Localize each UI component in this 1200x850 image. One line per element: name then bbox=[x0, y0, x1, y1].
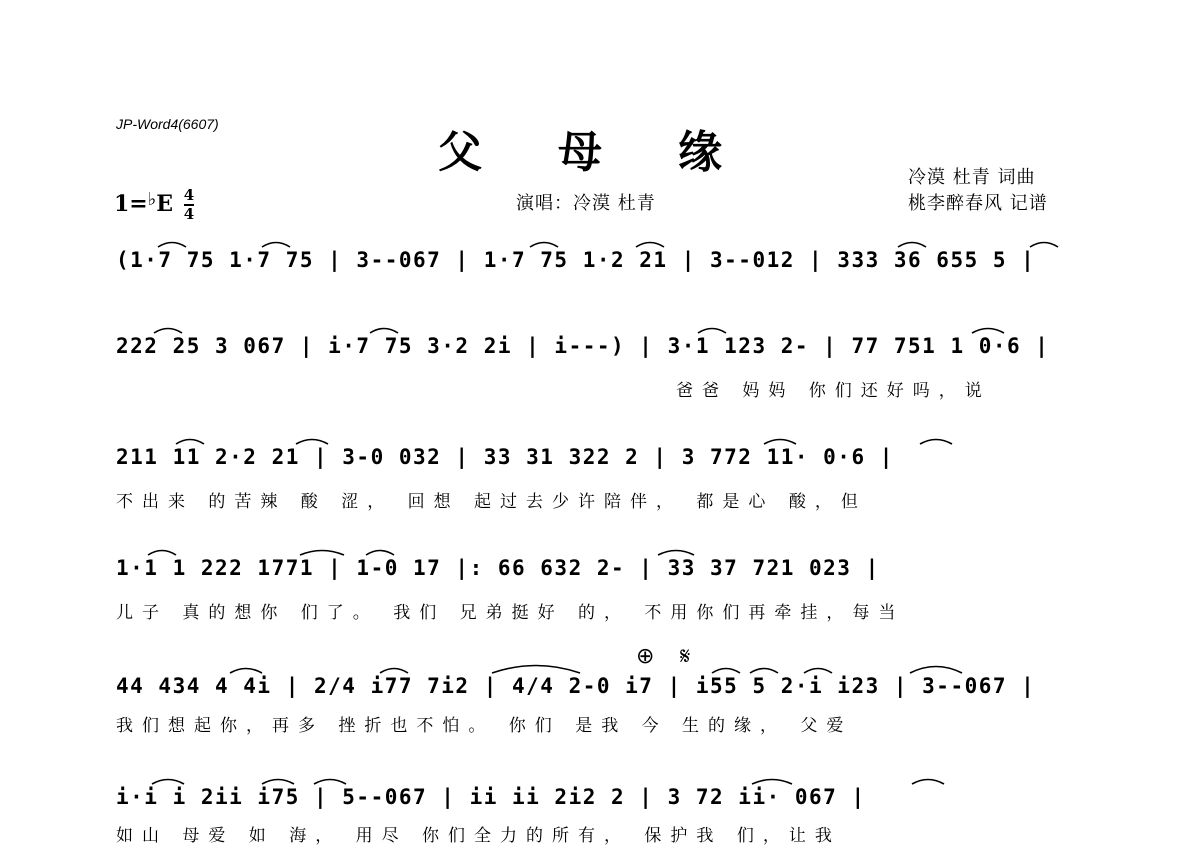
slur bbox=[898, 243, 926, 248]
slur bbox=[366, 551, 394, 556]
slur bbox=[296, 440, 328, 445]
slur bbox=[752, 780, 792, 785]
slur bbox=[492, 666, 580, 674]
slur bbox=[1030, 243, 1058, 248]
singer-label: 演唱：冷漠 杜青 bbox=[516, 193, 656, 214]
score-line-6-notes: i·i i 2ii i75 | 5--067 | ii ii 2i2 2 | 3 72 ii· 067 | bbox=[116, 785, 866, 809]
slur bbox=[804, 669, 832, 674]
slur bbox=[764, 440, 796, 445]
key-prefix: 1= bbox=[114, 191, 148, 217]
flat-icon: ♭ bbox=[147, 189, 157, 210]
slur bbox=[370, 329, 398, 334]
score-line-5-lyrics: 我们想起你，再多 挫折也不怕。 你们 是我 今 生的缘， 父爱 bbox=[116, 716, 853, 736]
score-line-5-notes: 44 434 4 4i | 2/4 i77 7i2 | 4/4 2-0 i7 | i55 5 2·i i23 | 3--067 | bbox=[116, 674, 1036, 698]
credit-transcriber: 桃李醉春风 记谱 bbox=[908, 193, 1048, 214]
slur bbox=[300, 551, 344, 556]
segno-icon: 𝄋 bbox=[680, 642, 691, 670]
score-line-1-notes: (1·7 75 1·7 75 | 3--067 | 1·7 75 1·2 21 | 3--012 | 333 36 655 5 | bbox=[116, 248, 1036, 272]
slur bbox=[262, 243, 290, 248]
slur bbox=[912, 780, 944, 785]
score-line-3-notes: 211 11 2·2 21 | 3-0 032 | 33 31 322 2 | 3 772 11· 0·6 | bbox=[116, 445, 894, 469]
time-top: 4 bbox=[183, 186, 195, 204]
score-line-4-notes: 1·1 1 222 1771 | 1-0 17 |: 66 632 2- | 33 37 721 023 | bbox=[116, 556, 880, 580]
score-line-3-lyrics: 不出来 的苦辣 酸 涩， 回想 起过去少许陪伴， 都是心 酸，但 bbox=[116, 492, 867, 512]
slur bbox=[530, 243, 558, 248]
score-line-2-lyrics: 爸爸 妈妈 你们还好吗，说 bbox=[676, 381, 991, 401]
slur bbox=[230, 669, 262, 674]
slur bbox=[152, 780, 184, 785]
source-label: JP-Word4(6607) bbox=[116, 116, 219, 132]
score-line-6-lyrics: 如山 母爱 如 海， 用尽 你们全力的所有， 保护我 们，让我 bbox=[116, 826, 841, 846]
slur bbox=[380, 669, 408, 674]
slur bbox=[636, 243, 664, 248]
time-bottom: 4 bbox=[183, 205, 195, 223]
score-line-4-lyrics: 儿子 真的想你 们了。 我们 兄弟挺好 的， 不用你们再牵挂，每当 bbox=[116, 603, 905, 623]
slur bbox=[314, 780, 346, 785]
slur bbox=[698, 329, 726, 334]
score-line-2-notes: 222 25 3 067 | i·7 75 3·2 2i | i---) | 3·1 123 2- | 77 751 1 0·6 | bbox=[116, 334, 1050, 358]
slur bbox=[176, 440, 204, 445]
slur bbox=[972, 329, 1004, 334]
slur bbox=[920, 440, 952, 445]
slur bbox=[148, 551, 176, 556]
slur bbox=[712, 669, 740, 674]
slur bbox=[154, 329, 182, 334]
slur bbox=[158, 243, 186, 248]
slur bbox=[658, 551, 694, 556]
key-note: E bbox=[156, 191, 174, 217]
slur bbox=[262, 780, 294, 785]
slur bbox=[750, 669, 778, 674]
credit-lyrics: 冷漠 杜青 词曲 bbox=[908, 167, 1036, 188]
song-title: 父母缘 bbox=[438, 127, 798, 178]
slur bbox=[910, 667, 962, 674]
coda-icon: ⊕ bbox=[636, 644, 655, 669]
